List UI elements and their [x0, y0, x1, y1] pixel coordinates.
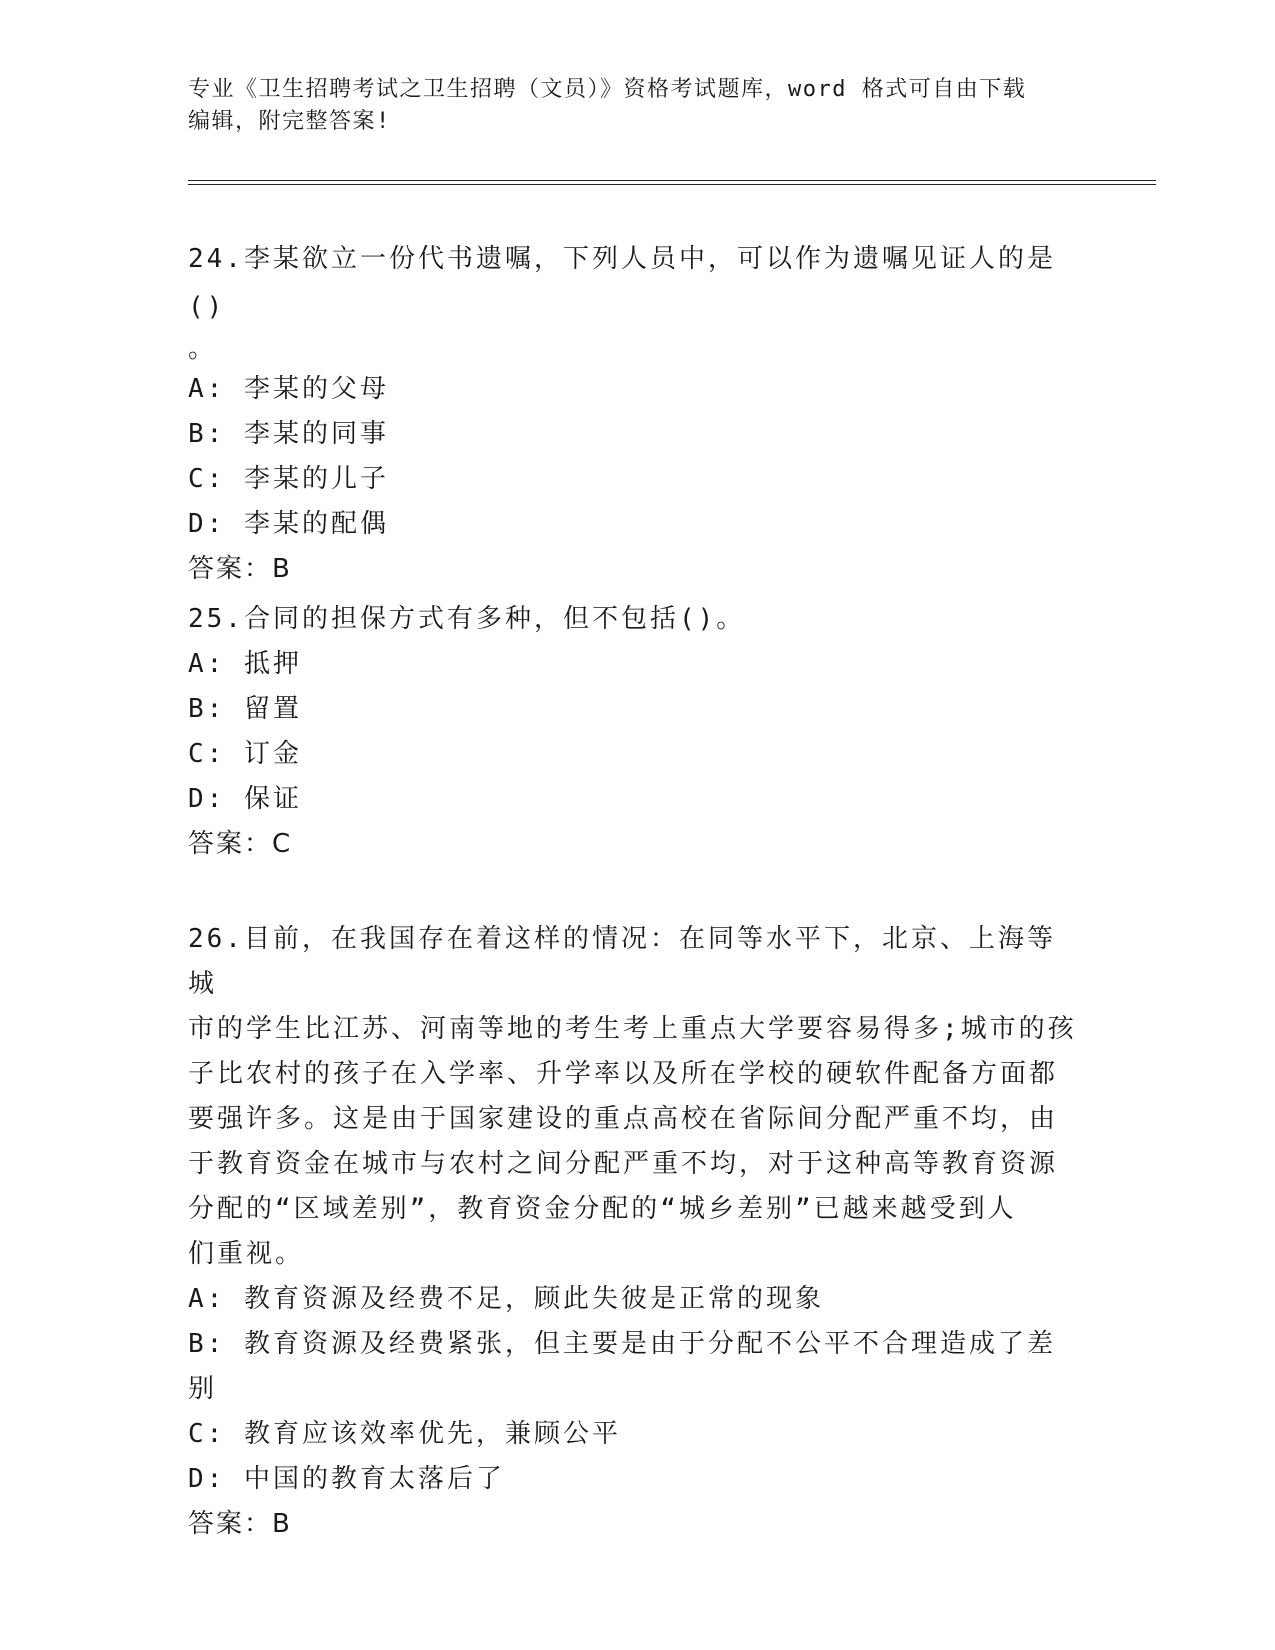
question-stem: 24.李某欲立一份代书遗嘱，下列人员中，可以作为遗嘱见证人的是() [188, 244, 1056, 322]
question-26 [188, 917, 1078, 1547]
option-a: A: 教育资源及经费不足，顾此失彼是正常的现象 [188, 1284, 824, 1314]
question-stem-line-5: 于教育资金在城市与农村之间分配严重不均，对于这种高等教育资源 [188, 1149, 1059, 1179]
question-stem-continued: 。 [188, 334, 218, 364]
answer: 答案：B [188, 1509, 292, 1539]
option-b: B: 教育资源及经费紧张，但主要是由于分配不公平不合理造成了差别 [188, 1329, 1056, 1404]
question-stem-line-4: 要强许多。这是由于国家建设的重点高校在省际间分配严重不均，由 [188, 1104, 1059, 1134]
option-a: A: 抵押 [188, 649, 302, 679]
option-c: C: 订金 [188, 739, 302, 769]
header-line-2: 编辑，附完整答案! [188, 109, 391, 134]
question-stem: 25.合同的担保方式有多种，但不包括()。 [188, 604, 746, 634]
question-stem-line-2: 市的学生比江苏、河南等地的考生考上重点大学要容易得多;城市的孩 [188, 1014, 1077, 1044]
question-stem-line-7: 们重视。 [188, 1239, 305, 1269]
option-c: C: 教育应该效率优先，兼顾公平 [188, 1419, 621, 1449]
header-divider-top [188, 180, 1156, 181]
header-line-1: 专业《卫生招聘考试之卫生招聘（文员）》资格考试题库，word 格式可自由下载 [188, 77, 1027, 102]
option-a: A: 李某的父母 [188, 374, 389, 404]
question-24 [188, 235, 1078, 592]
question-stem-line-3: 子比农村的孩子在入学率、升学率以及所在学校的硬软件配备方面都 [188, 1059, 1059, 1089]
document-header [188, 74, 1068, 138]
option-c: C: 李某的儿子 [188, 464, 389, 494]
answer: 答案：C [188, 829, 293, 859]
header-divider-bottom [188, 184, 1156, 185]
option-d: D: 李某的配偶 [188, 509, 389, 539]
option-b: B: 李某的同事 [188, 419, 389, 449]
question-stem-line-1: 26.目前，在我国存在着这样的情况：在同等水平下，北京、上海等城 [188, 924, 1056, 999]
option-b: B: 留置 [188, 694, 302, 724]
question-stem-line-6: 分配的“区域差别”，教育资金分配的“城乡差别”已越来越受到人 [188, 1194, 1017, 1224]
question-25 [188, 597, 1078, 867]
option-d: D: 中国的教育太落后了 [188, 1464, 505, 1494]
answer: 答案：B [188, 554, 292, 584]
option-d: D: 保证 [188, 784, 302, 814]
